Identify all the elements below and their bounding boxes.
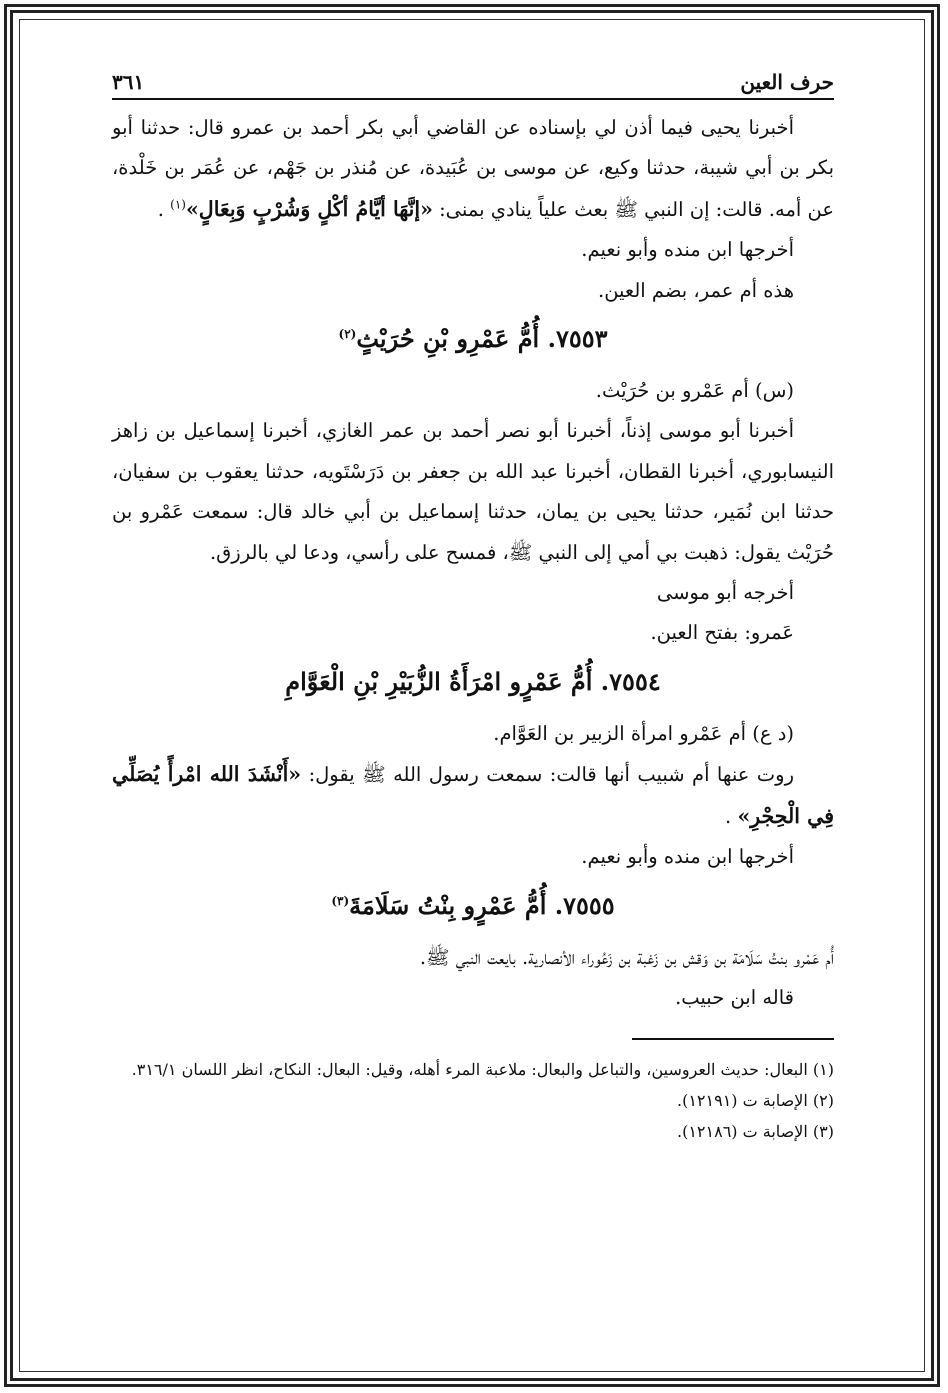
footnote-ref-1: (١)	[170, 197, 186, 212]
entry-heading-7555-text: ٧٥٥٥. أُمُّ عَمْرٍو بِنْتُ سَلَامَةَ	[349, 890, 615, 920]
entry-7555-paragraph: أُم عَمْرو بنتُ سَلَامَة بن وَقش بن زَغبة بن زَعُوراء الأنصارية. بايعت النبي ﷺ.	[419, 945, 834, 969]
entry-7553-siglum: (س) أم عَمْرو بن حُرَيْث.	[595, 379, 794, 403]
prev-entry-takhrij: أخرجها ابن منده وأبو نعيم.	[581, 238, 794, 262]
entry-7554-siglum: (د ع) أم عَمْرو امرأة الزبير بن العَوَّام.	[493, 721, 794, 745]
footnote-ref-2: (٢)	[338, 327, 357, 342]
prev-entry-paragraph	[112, 108, 834, 230]
entry-heading-7553-text: ٧٥٥٣. أُمُّ عَمْرِو بْنِ حُرَيْثٍ	[356, 324, 608, 354]
entry-7554-hadith: «أَنْشَدَ الله امْرأً يُصَلِّي فِي الْحِجْرِ»	[112, 762, 834, 828]
main-text	[112, 108, 834, 1018]
entry-heading-7554: ٧٥٥٤. أُمُّ عَمْرٍو امْرَأَةُ الزُّبَيْرِ بْنِ الْعَوَّامِ	[285, 666, 661, 696]
entry-7555-note: قاله ابن حبيب.	[675, 985, 794, 1009]
entry-heading-7555	[112, 886, 834, 926]
footnote-separator	[632, 1038, 834, 1040]
running-title: حرف العين	[740, 70, 834, 94]
entry-7553-note: عَمرو: بفتح العين.	[650, 621, 794, 645]
entry-7554-paragraph	[112, 754, 834, 837]
page-number: ٣٦١	[112, 70, 145, 94]
footnotes	[112, 1054, 834, 1147]
entry-7553-takhrij: أخرجه أبو موسى	[656, 581, 794, 605]
footnote-ref-3: (٣)	[331, 893, 350, 908]
prev-entry-text: أخبرنا يحيى فيما أذن لي بإسناده عن القاضي أبي بكر أحمد بن عمرو قال: حدثنا أبو بكر بن أبي شيبة، حدثنا وكيع، عن موسى بن عُبَيدة، عن مُنذر بن جَهْم، عن عُمَر بن خَلْدة، عن أمه. قالت: إن النبي ﷺ بعث علياً ينادي بمنى:	[112, 116, 834, 221]
footnote-2: (٢) الإصابة ت (١٢١٩١).	[676, 1091, 834, 1111]
prev-entry-end: .	[157, 197, 164, 221]
prev-entry-hadith: «إنَّهَا أيَّامُ أكْلٍ وَشُرْبٍ وَبِعَالٍ»	[185, 196, 433, 221]
entry-7554-end: .	[725, 804, 732, 828]
page-header	[112, 58, 834, 100]
entry-7554-text: روت عنها أم شبيب أنها قالت: سمعت رسول الله ﷺ يقول:	[308, 763, 794, 787]
footnote-1: (١) البعال: حديث العروسين، والتباعل والبعال: ملاعبة المرء أهله، وقيل: البعال: النكاح، انظر اللسان ٣١٦/١.	[131, 1060, 834, 1080]
entry-7554-takhrij: أخرجها ابن منده وأبو نعيم.	[581, 845, 794, 869]
footnote-3: (٣) الإصابة ت (١٢١٨٦).	[676, 1122, 834, 1142]
entry-heading-7553	[112, 319, 834, 359]
prev-entry-note: هذه أم عمر، بضم العين.	[598, 278, 794, 302]
entry-7553-paragraph: أخبرنا أبو موسى إذناً، أخبرنا أبو نصر أحمد بن عمر الغازي، أخبرنا إسماعيل بن زاهز النيسابوري، أخبرنا القطان، أخبرنا عبد الله بن جعفر بن دَرَسْتَويه، حدثنا يعقوب بن سفيان، حدثنا ابن نُمَير، حدثنا يحيى بن يمان، حدثنا إسماعيل بن أبي خالد قال: سمعت عَمْرو بن حُرَيْث يقول: ذهبت بي أمي إلى النبي ﷺ، فمسح على رأسي، ودعا لي بالرزق.	[112, 419, 834, 564]
page-content	[112, 58, 834, 1147]
